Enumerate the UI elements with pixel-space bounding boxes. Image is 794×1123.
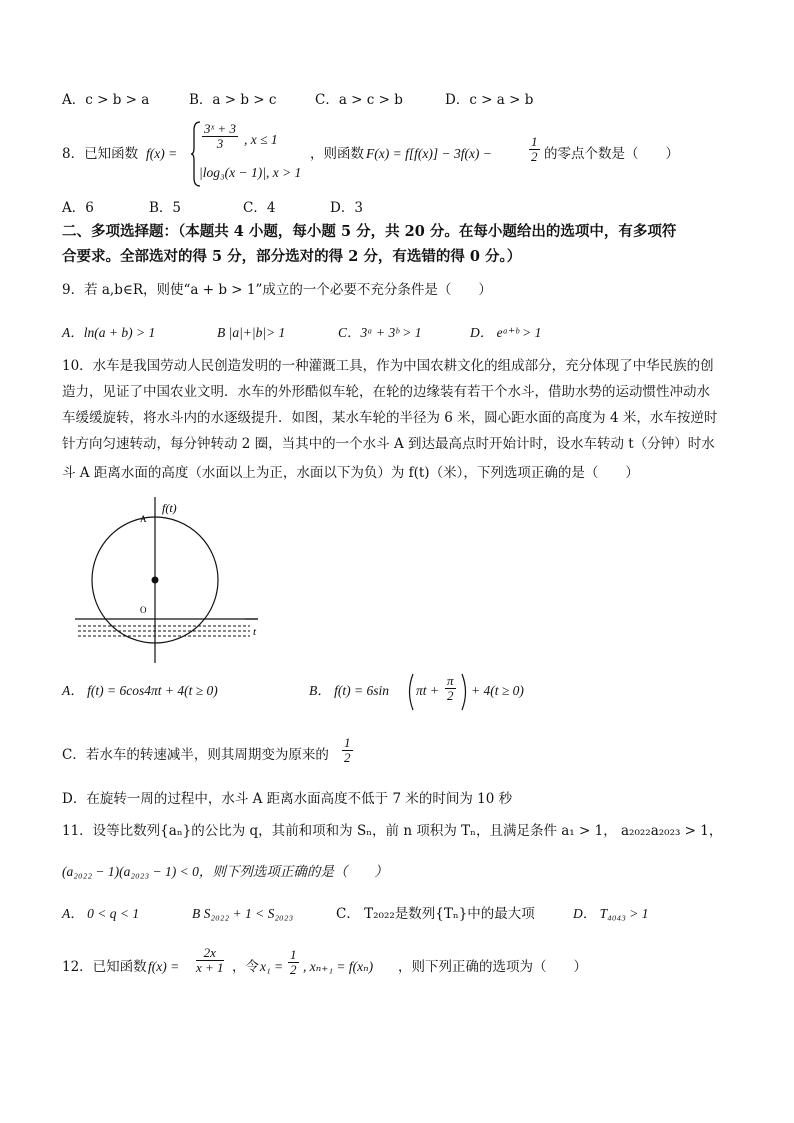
q7-option-c: C．a > c > b [315,92,403,108]
axis-x-label: t [253,626,257,638]
q12-recurrence: , xₙ₊₁ = f(xₙ) [303,959,374,974]
q11-line-1: 11．设等比数列{aₙ}的公比为 q，其前和项和为 Sₙ，前 n 项积为 Tₙ，且满足条件 a₁ > 1， a₂₀₂₂a₂₀₂₃ > 1， [62,823,723,839]
q10-option-c-fraction [342,736,353,765]
q12-denominator: x + 1 [196,960,224,975]
q8-piece1-fraction [202,122,238,151]
q8-Fx: F(x) = f[f(x)] − 3f(x) − [366,146,492,161]
q7-option-d: D．c > a > b [445,92,534,108]
q10-line-2: 造力，见证了中国农业文明．水车的外形酷似车轮，在轮的边缘装有若干个水斗，借助水势的运动惯性冲动水 [62,384,710,400]
q8-middle: ，则函数 [310,146,364,162]
q8-option-c: C．4 [243,200,276,216]
q8-prefix: 8．已知函数 [62,146,139,162]
q11-line-2: (a₂₀₂₂ − 1)(a₂₀₂₃ − 1) < 0，则下列选项正确的是（ ） [62,864,388,879]
q10-option-a: A． f(t) = 6cos4πt + 4(t ≥ 0) [62,683,218,698]
axis-y-label: f(t) [162,501,177,515]
q8-fx: f(x) = [146,146,178,161]
q8-piece2: |log₃(x − 1)|, x > 1 [199,165,302,180]
q8-piece1-denominator: 3 [216,136,224,151]
q12-x1-denominator: 2 [290,962,297,977]
q7-option-a: A．c > b > a [62,92,150,108]
q9-option-a: A．ln(a + b) > 1 [62,325,156,340]
q11-option-b: B S₂₀₂₂ + 1 < S₂₀₂₃ [192,906,294,921]
q8-half-numerator: 1 [531,134,538,149]
q10-water-wheel-figure [70,495,270,665]
q10-option-b-prefix: B． f(t) = 6sin [309,683,389,698]
q11-option-a: A． 0 < q < 1 [62,906,140,921]
origin-label: O [140,605,147,615]
q11-option-d: D． T₄₀₄₃ > 1 [573,906,649,921]
q10-option-c-text: C．若水车的转速减半，则其周期变为原来的 [62,747,329,763]
q8-piece1-numerator: 3ˣ + 3 [204,121,236,136]
q12-suffix: ，则下列正确的选项为（ ） [398,959,587,975]
q10-option-c-denominator: 2 [344,750,351,765]
q10-option-b-pi: π [447,673,454,688]
q10-line-4: 针方向匀速转动，每分钟转动 2 圈，当其中的一个水斗 A 到达最高点时开始计时，设水车转动 t（分钟）时水 [62,436,715,452]
q12-prefix: 12．已知函数 [62,959,147,975]
q12-x1-fraction [288,948,299,977]
q12-fx: f(x) = [148,959,180,974]
q10-option-d: D．在旋转一周的过程中，水斗 A 距离水面高度不低于 7 米的时间为 10 秒 [62,791,513,807]
section2-heading-line1: 二、多项选择题：（本题共 4 小题，每小题 5 分，共 20 分。在每小题给出的选项中，有多项符 [62,223,677,240]
q10-option-b-fraction [445,674,456,703]
q12-fraction [196,946,224,975]
q12-mid: ，令 [232,959,259,975]
q8-option-a: A．6 [62,200,94,216]
q10-option-b-right-paren [460,672,470,712]
q9-stem: 9．若 a,b∈R，则使“a + b > 1”成立的一个必要不充分条件是（ ） [62,282,492,298]
section2-heading-line2: 合要求。全部选对的得 5 分，部分选对的得 2 分，有选错的得 0 分。） [62,248,522,265]
q8-piece1-condition: , x ≤ 1 [244,132,278,147]
q10-option-b-left-paren [405,672,415,712]
q10-line-5: 斗 A 距离水面的高度（水面以上为正，水面以下为负）为 f(t)（米），下列选项正确的是（ ） [62,465,639,481]
q10-option-b-two: 2 [447,688,454,703]
q8-half-denominator: 2 [531,149,538,164]
q8-half-fraction [529,135,540,164]
q10-option-c-numerator: 1 [344,735,351,750]
q12-x1-numerator: 1 [290,947,297,962]
q12-x1: x₁ = [260,959,284,974]
wheel-center-dot [152,577,159,584]
q7-option-b: B．a > b > c [189,92,277,108]
q9-option-d: D． eᵃ⁺ᵇ > 1 [470,325,542,340]
q8-option-b: B．5 [149,200,182,216]
q8-suffix: 的零点个数是（ ） [544,146,679,162]
q10-option-b-suffix: + 4(t ≥ 0) [471,683,524,698]
point-a-label: A [140,514,147,524]
q12-numerator: 2x [196,946,224,961]
q9-option-c: C．3ᵃ + 3ᵇ > 1 [338,325,422,340]
q10-line-1: 10．水车是我国劳动人民创造发明的一种灌溉工具，作为中国农耕文化的组成部分，充分体现了中华民族的创 [62,358,714,374]
q9-option-b: B |a|+|b|> 1 [217,325,286,340]
q10-option-b-inner: πt + [416,683,439,698]
q11-option-c: C． T₂₀₂₂是数列{Tₙ}中的最大项 [336,906,535,922]
q8-option-d: D．3 [330,200,363,216]
q10-line-3: 车缓缓旋转，将水斗内的水逐级提升．如图，某水车轮的半径为 6 米，圆心距水面的高度为 4 米，水车按逆时 [62,410,718,426]
